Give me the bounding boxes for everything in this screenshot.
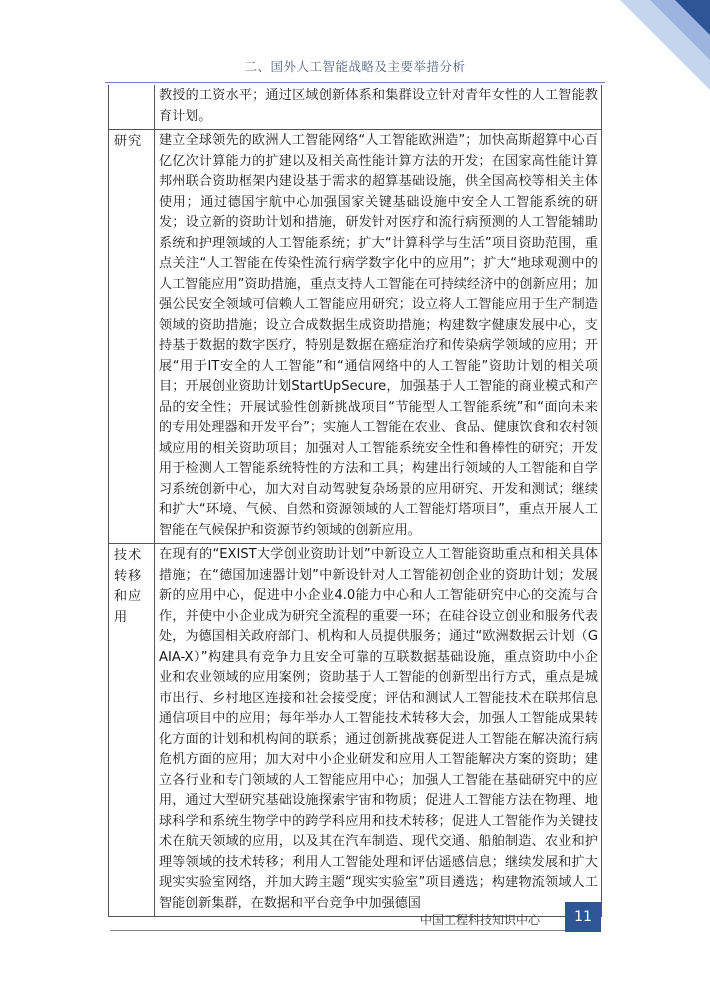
row-text: 教授的工资水平；通过区域创新体系和集群设立针对青年女性的人工智能教育计划。 [155, 85, 602, 130]
table-row [109, 544, 602, 917]
table-row [109, 130, 602, 544]
row-label: 技术转移和应用 [109, 544, 155, 917]
table-row [109, 85, 602, 130]
header-divider [105, 82, 605, 83]
row-text: 建立全球领先的欧洲人工智能网络“人工智能欧洲造”；加快高斯超算中心百亿亿次计算能力的扩建以及相关高性能计算方法的开发；在国家高性能计算邦州联合资助框架内建设基于需求的超算基础设施，供全国高校等相关主体使用；通过德国宇航中心加强国家关键基础设施中安全人工智能系统的研发；设立新的资助计划和措施，研发针对医疗和流行病预测的人工智能辅助系统和护理领域的人工智能系统；扩大“计算科学与生活”项目资助范围，重点关注“人工智能在传染性流行病学数字化中的应用”；扩大“地球观测中的人工智能应用”资助措施，重点支持人工智能在可持续经济中的创新应用；加强公民安全领域可信赖人工智能应用研究；设立将人工智能应用于生产制造领域的资助措施；设立合成数据生成资助措施；构建数字健康发展中心，支持基于数据的数字医疗，特别是数据在癌症治疗和传染病学领域的应用；开展“用于IT安全的人工智能”和“通信网络中的人工智能”资助计划的相关项目；开展创业资助计划StartUpSecure，加强基于人工智能的商业模式和产品的安全性；开展试验性创新挑战项目“节能型人工智能系统”和“面向未来的专用处理器和开发平台”；实施人工智能在农业、食品、健康饮食和农村领域应用的相关资助项目；加强对人工智能系统安全性和鲁棒性的研究；开发用于检测人工智能系统特性的方法和工具；构建出行领域的人工智能和自学习系统创新中心，加大对自动驾驶复杂场景的应用研究、开发和测试；继续和扩大“环境、气候、自然和资源领域的人工智能灯塔项目”，重点开展人工智能在气候保护和资源节约领域的创新应用。 [155, 130, 602, 544]
footer-org: 中国工程科技知识中心 [420, 913, 541, 927]
page-number: 11 [565, 902, 601, 932]
footer-divider [110, 930, 600, 931]
row-text: 在现有的“EXIST大学创业资助计划”中新设立人工智能资助重点和相关具体措施；在“德国加速器计划”中新设针对人工智能初创企业的资助计划；发展新的应用中心，促进中小企业4.0能力中心和人工智能研究中心的交流与合作，并使中小企业成为研究全流程的重要一环；在硅谷设立创业和服务代表处，为德国相关政府部门、机构和人员提供服务；通过“欧洲数据云计划（GAIA-X）”构建具有竞争力且安全可靠的互联数据基础设施，重点资助中小企业和农业领域的应用案例；资助基于人工智能的创新型出行方式，重点是城市出行、乡村地区连接和社会接受度；评估和测试人工智能技术在联邦信息通信项目中的应用；每年举办人工智能技术转移大会，加强人工智能成果转化方面的计划和机构间的联系；通过创新挑战赛促进人工智能在解决流行病危机方面的应用；加大对中小企业研发和应用人工智能解决方案的资助；建立各行业和专门领域的人工智能应用中心；加强人工智能在基础研究中的应用，通过大型研究基础设施探索宇宙和物质；促进人工智能方法在物理、地球科学和系统生物学中的跨学科应用和技术转移；促进人工智能作为关键技术在航天领域的应用，以及其在汽车制造、现代交通、船舶制造、农业和护理等领域的技术转移；利用人工智能处理和评估遥感信息；继续发展和扩大现实实验室网络，并加大跨主题“现实实验室”项目遴选；构建物流领域人工智能创新集群，在数据和平台竞争中加强德国 [155, 544, 602, 917]
measures-table [108, 85, 602, 917]
page-header-title: 二、国外人工智能战略及主要举措分析 [244, 59, 466, 74]
row-label: 研究 [109, 130, 155, 544]
row-label [109, 85, 155, 130]
